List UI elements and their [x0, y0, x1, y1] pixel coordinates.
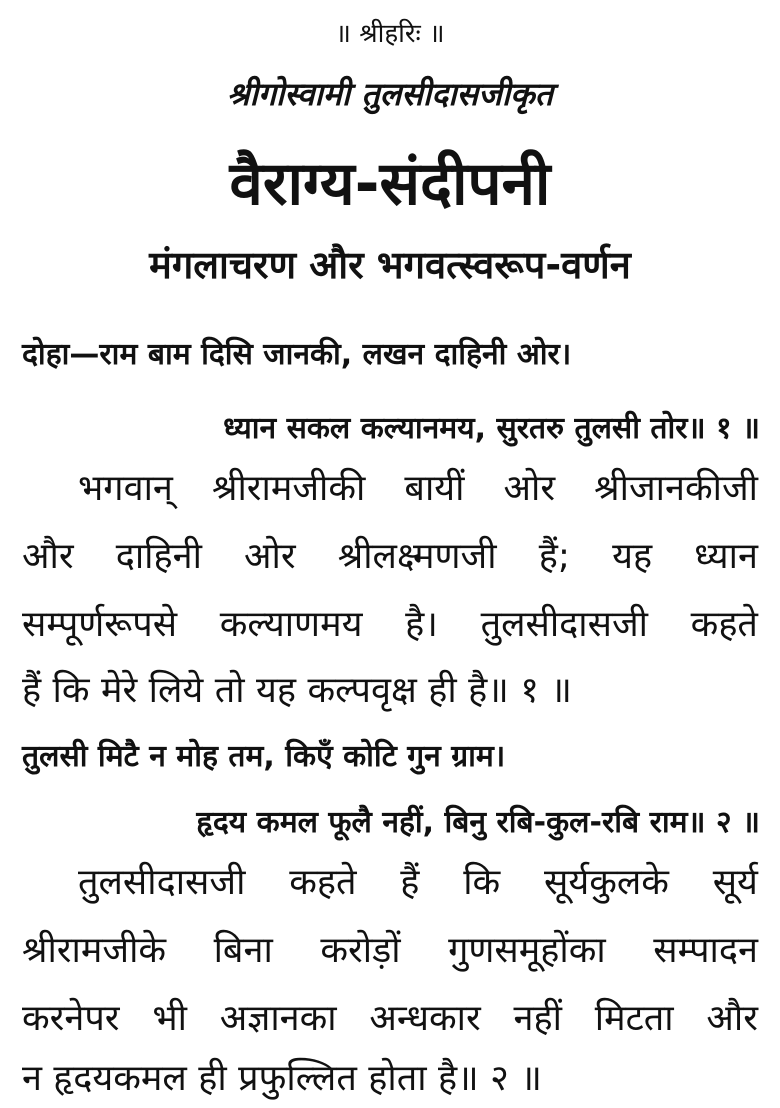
- word: बिना: [213, 930, 273, 971]
- word: नहीं: [513, 998, 562, 1039]
- word: करोड़ों: [320, 930, 401, 971]
- word: श्रीरामजीकी: [211, 468, 366, 509]
- word: यह: [612, 536, 653, 577]
- word: श्रीरामजीके: [22, 930, 167, 971]
- author-line: श्रीगोस्वामी तुलसीदासजीकृत: [227, 75, 553, 113]
- word: कहते: [289, 862, 357, 903]
- para-2-line-1: [78, 856, 758, 905]
- word: श्रीजानकीजी: [594, 468, 758, 509]
- doha-1-line-1: दोहा—राम बाम दिसि जानकी, लखन दाहिनी ओर।: [22, 337, 572, 372]
- doha-1-line-2: ध्यान सकल कल्यानमय, सुरतरु तुलसी तोर॥ १ ॥: [223, 411, 760, 446]
- word: गुणसमूहोंका: [448, 930, 606, 971]
- word: ओर: [244, 536, 296, 577]
- word: सूर्य: [712, 862, 758, 903]
- para-2-line-4: न हृदयकमल ही प्रफुल्लित होता है॥ २ ॥: [22, 1058, 542, 1099]
- para-2-line-2: [22, 924, 758, 973]
- word: बायीं: [404, 468, 465, 509]
- word: ध्यान: [694, 536, 758, 577]
- word: तुलसीदासजी: [78, 862, 246, 903]
- word: सूर्यकुलके: [544, 862, 669, 903]
- doha-2-line-1: तुलसी मिटै न मोह तम, किएँ कोटि गुन ग्राम।: [22, 739, 506, 774]
- word: ओर: [503, 468, 556, 509]
- word: भी: [152, 998, 187, 1039]
- word: कहते: [690, 604, 758, 645]
- para-1-line-2: [22, 530, 758, 579]
- para-1-line-3: [22, 598, 758, 647]
- word: सम्पादन: [653, 930, 758, 971]
- word: है।: [405, 604, 438, 645]
- word: हैं;: [538, 536, 570, 577]
- word: दाहिनी: [115, 536, 202, 577]
- word: मिटता: [594, 998, 674, 1039]
- para-2-line-3: [22, 992, 758, 1041]
- word: कि: [463, 862, 501, 903]
- section-subtitle: मंगलाचरण और भगवत्स्वरूप-वर्णन: [149, 243, 631, 287]
- word: अज्ञानका: [219, 998, 337, 1039]
- word: अन्धकार: [369, 998, 481, 1039]
- word: करनेपर: [22, 998, 120, 1039]
- word: और: [706, 998, 758, 1039]
- para-1-line-1: [78, 462, 758, 511]
- word: हैं: [400, 862, 420, 903]
- page-title: वैराग्य-संदीपनी: [229, 149, 551, 219]
- doha-2-line-2: हृदय कमल फूलै नहीं, बिनु रबि-कुल-रबि राम॥ २ ॥: [196, 805, 760, 840]
- word: कल्याणमय: [219, 604, 363, 645]
- word: तुलसीदासजी: [480, 604, 648, 645]
- invocation-heading: ॥ श्रीहरिः ॥: [335, 19, 445, 49]
- word: श्रीलक्ष्मणजी: [337, 536, 497, 577]
- word: और: [22, 536, 74, 577]
- word: भगवान्: [78, 468, 173, 509]
- word: सम्पूर्णरूपसे: [22, 604, 178, 645]
- para-1-line-4: हैं कि मेरे लिये तो यह कल्पवृक्ष ही है॥ १ ॥: [22, 670, 572, 711]
